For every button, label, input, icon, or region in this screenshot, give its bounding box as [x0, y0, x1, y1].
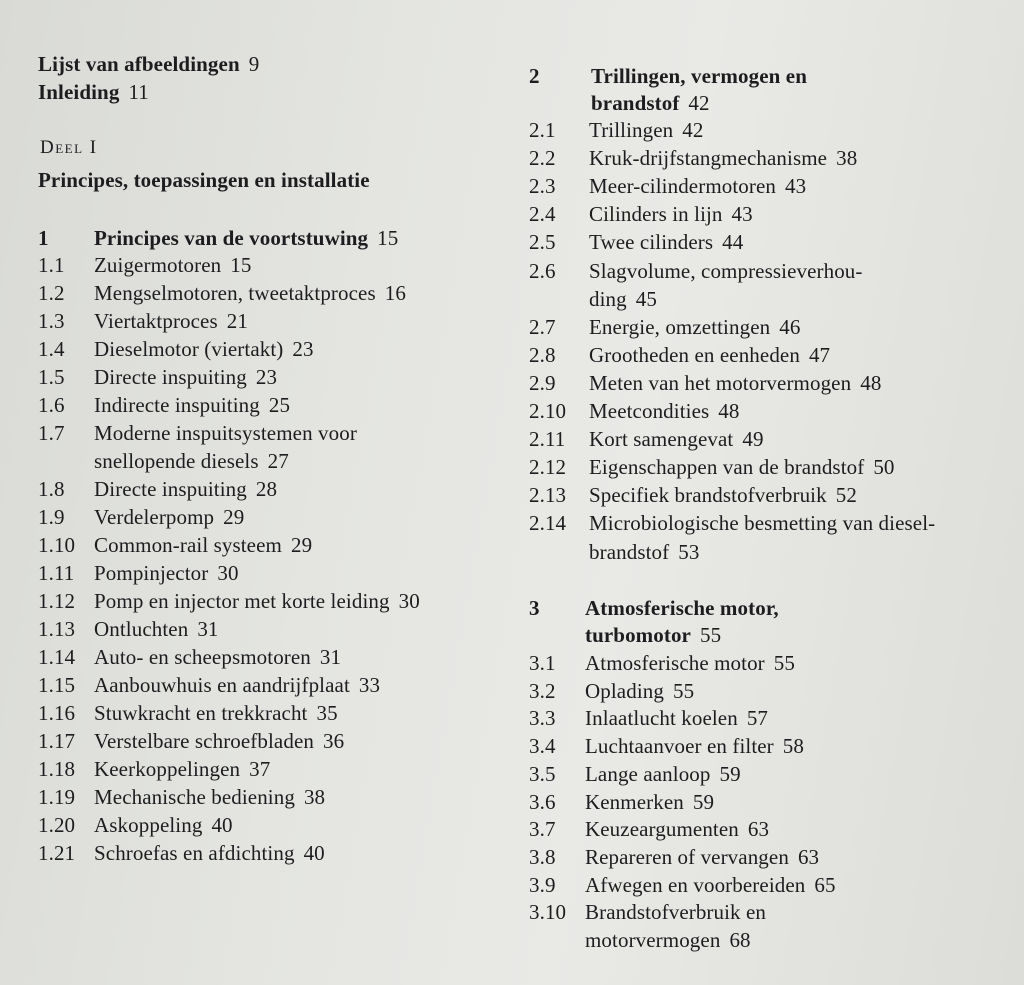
section-title: Eigenschappen van de brandstof	[589, 455, 865, 480]
section-page: 42	[682, 118, 704, 142]
section-number: 2.13	[529, 483, 567, 508]
section-page: 23	[292, 337, 314, 361]
section-number: 2.10	[529, 399, 567, 423]
section-title: Meer-cilindermotoren	[589, 174, 777, 199]
section-number: 1.21	[38, 841, 76, 865]
section-title: Slagvolume, compressieverhou-	[589, 258, 863, 283]
section-number: 3.6	[529, 789, 556, 814]
section-title: Repareren of vervangen	[585, 844, 789, 869]
section-number: 1.1	[38, 253, 65, 277]
section-title: Ontluchten	[94, 617, 189, 641]
section-page: 31	[197, 617, 219, 641]
section-number: 3.2	[529, 678, 556, 703]
chapter-number: 1	[38, 226, 49, 250]
section-page: 48	[860, 370, 882, 395]
section-title: Stuwkracht en trekkracht	[94, 701, 308, 725]
entry-title: Lijst van afbeeldingen	[38, 52, 240, 76]
section-title: Lange aanloop	[585, 761, 711, 786]
section-page: 33	[358, 673, 381, 697]
section-title: Meten van het motorvermogen	[589, 370, 852, 395]
section-number: 1.9	[38, 505, 65, 529]
chapter-number: 3	[529, 596, 540, 620]
section-number: 2.14	[529, 511, 567, 536]
section-page: 55	[672, 678, 695, 703]
section-page: 63	[797, 844, 820, 869]
section-page: 59	[719, 761, 741, 786]
section-page: 16	[384, 281, 406, 305]
section-page: 48	[718, 399, 740, 423]
section-page: 28	[255, 477, 278, 501]
section-page: 36	[322, 729, 345, 753]
section-page: 29	[223, 505, 245, 529]
chapter-title: Atmosferische motor,	[585, 596, 779, 620]
section-number: 1.17	[38, 729, 76, 753]
chapter-page: 55	[699, 623, 722, 647]
section-number: 2.2	[529, 146, 556, 171]
toc-right-column	[529, 0, 1009, 985]
section-page: 65	[814, 872, 836, 897]
section-number: 3.3	[529, 706, 556, 731]
part-title: Principes, toepassingen en installatie	[38, 168, 370, 192]
section-title-cont: motorvermogen	[585, 928, 721, 952]
section-number: 1.18	[38, 757, 76, 781]
section-title: Kort samengevat	[589, 427, 734, 452]
section-title: Afwegen en voorbereiden	[585, 872, 806, 897]
section-title: Schroefas en afdichting	[94, 841, 295, 865]
section-number: 1.15	[38, 673, 76, 697]
section-number: 1.2	[38, 281, 65, 305]
section-title: Common-rail systeem	[94, 533, 282, 557]
section-number: 2.11	[529, 427, 566, 452]
section-number: 2.1	[529, 118, 556, 142]
section-number: 1.16	[38, 701, 76, 725]
section-title-cont: brandstof	[589, 539, 670, 564]
section-number: 2.6	[529, 258, 556, 283]
section-title: Energie, omzettingen	[589, 314, 771, 339]
section-page: 44	[722, 230, 744, 255]
toc-left-column	[38, 0, 508, 985]
section-number: 1.19	[38, 785, 76, 809]
chapter-heading-cont[interactable]	[591, 89, 710, 117]
section-title: Verdelerpomp	[94, 505, 215, 529]
section-page: 27	[267, 449, 289, 473]
section-title: Specifiek brandstofverbruik	[589, 483, 827, 508]
section-title: Mechanische bediening	[94, 785, 295, 809]
section-page: 40	[303, 841, 325, 865]
section-number: 3.8	[529, 844, 556, 869]
section-number: 2.7	[529, 314, 556, 339]
section-number: 2.5	[529, 230, 556, 255]
section-page: 63	[747, 817, 770, 842]
section-page: 37	[249, 757, 271, 781]
section-title: Indirecte inspuiting	[94, 393, 260, 417]
section-title: Brandstofverbruik en	[585, 900, 767, 925]
section-page: 58	[782, 734, 804, 759]
toc-section-entry-cont[interactable]	[589, 538, 699, 566]
section-number: 1.13	[38, 617, 76, 641]
section-title: Keuzeargumenten	[585, 817, 739, 842]
section-number: 3.10	[529, 900, 567, 925]
section-number: 2.8	[529, 342, 556, 367]
section-page: 21	[226, 309, 248, 333]
section-page: 52	[835, 483, 857, 508]
section-page: 50	[873, 455, 895, 480]
section-number: 3.5	[529, 761, 556, 786]
section-page: 57	[746, 706, 769, 731]
section-title-cont: snellopende diesels	[94, 449, 259, 473]
section-number: 2.4	[529, 202, 556, 227]
section-page: 38	[836, 146, 858, 171]
section-number: 1.8	[38, 477, 65, 501]
section-page: 49	[742, 427, 764, 452]
section-page: 59	[692, 789, 715, 814]
toc-entry-front[interactable]	[38, 78, 149, 106]
section-title: Zuigermotoren	[94, 253, 222, 277]
chapter-heading-cont[interactable]	[585, 621, 721, 649]
section-page: 35	[316, 701, 338, 725]
section-number: 1.6	[38, 393, 65, 417]
section-title: Keerkoppelingen	[94, 757, 241, 781]
section-title: Cilinders in lijn	[589, 202, 723, 227]
section-title: Askoppeling	[94, 813, 203, 837]
section-title: Luchtaanvoer en filter	[585, 734, 774, 759]
section-number: 1.11	[38, 561, 75, 585]
chapter-page: 42	[688, 91, 710, 115]
section-title-cont: ding	[589, 286, 627, 311]
chapter-page: 15	[377, 226, 399, 250]
section-page: 46	[779, 314, 801, 339]
section-title: Auto- en scheepsmotoren	[94, 645, 311, 669]
section-number: 3.1	[529, 651, 556, 675]
section-page: 25	[268, 393, 291, 417]
section-title: Trillingen	[589, 118, 674, 142]
section-title: Pompinjector	[94, 561, 209, 585]
section-title: Directe inspuiting	[94, 365, 247, 389]
section-number: 2.12	[529, 455, 567, 480]
section-page: 30	[398, 589, 420, 613]
section-title: Mengselmotoren, tweetaktproces	[94, 281, 376, 305]
section-page: 43	[785, 174, 807, 199]
section-number: 1.14	[38, 645, 76, 669]
section-number: 3.4	[529, 734, 556, 759]
section-page: 40	[211, 813, 233, 837]
chapter-number: 2	[529, 64, 540, 88]
section-number: 1.5	[38, 365, 65, 389]
section-page: 43	[731, 202, 753, 227]
section-title: Atmosferische motor	[585, 651, 765, 675]
section-page: 53	[678, 539, 700, 564]
section-title: Twee cilinders	[589, 230, 714, 255]
chapter-title-cont: brandstof	[591, 91, 680, 115]
toc-section-entry-cont[interactable]	[589, 285, 657, 313]
section-title: Directe inspuiting	[94, 477, 247, 501]
section-title: Verstelbare schroefbladen	[94, 729, 314, 753]
toc-section-entry-cont[interactable]	[94, 447, 289, 475]
section-page: 45	[635, 286, 657, 311]
chapter-title-cont: turbomotor	[585, 623, 691, 647]
section-title: Oplading	[585, 678, 664, 703]
section-number: 1.3	[38, 309, 65, 333]
section-title: Kruk-drijfstangmechanisme	[589, 146, 828, 171]
part-label: Deel I	[40, 137, 98, 158]
section-title: Inlaatlucht koelen	[585, 706, 738, 731]
section-page: 15	[230, 253, 252, 277]
section-title: Meetcondities	[589, 399, 710, 423]
section-title: Microbiologische besmetting van diesel-	[589, 511, 936, 536]
section-page: 29	[290, 533, 313, 557]
section-page: 47	[808, 342, 831, 367]
section-number: 3.9	[529, 872, 556, 897]
section-page: 31	[319, 645, 342, 669]
entry-page: 9	[248, 52, 260, 76]
section-page: 38	[303, 785, 326, 809]
section-number: 2.3	[529, 174, 556, 199]
section-number: 1.4	[38, 337, 65, 361]
toc-section-entry-cont[interactable]	[585, 926, 751, 954]
entry-title: Inleiding	[38, 80, 120, 104]
section-page: 68	[729, 928, 751, 952]
section-title: Moderne inspuitsystemen voor	[94, 421, 357, 445]
section-title: Grootheden en eenheden	[589, 342, 800, 367]
section-number: 1.20	[38, 813, 76, 837]
entry-page: 11	[128, 80, 149, 104]
section-title: Kenmerken	[585, 789, 684, 814]
section-title: Dieselmotor (viertakt)	[94, 337, 284, 361]
section-page: 30	[217, 561, 239, 585]
section-number: 1.7	[38, 421, 65, 445]
section-page: 23	[255, 365, 278, 389]
section-number: 3.7	[529, 817, 556, 842]
chapter-title: Principes van de voortstuwing	[94, 226, 369, 250]
section-number: 1.10	[38, 533, 76, 557]
section-title: Viertaktproces	[94, 309, 218, 333]
chapter-title: Trillingen, vermogen en	[591, 64, 807, 88]
section-title: Pomp en injector met korte leiding	[94, 589, 390, 613]
section-page: 55	[773, 651, 795, 675]
toc-entry-front[interactable]	[38, 50, 259, 78]
section-number: 1.12	[38, 589, 76, 613]
section-number: 2.9	[529, 370, 556, 395]
section-title: Aanbouwhuis en aandrijfplaat	[94, 673, 350, 697]
